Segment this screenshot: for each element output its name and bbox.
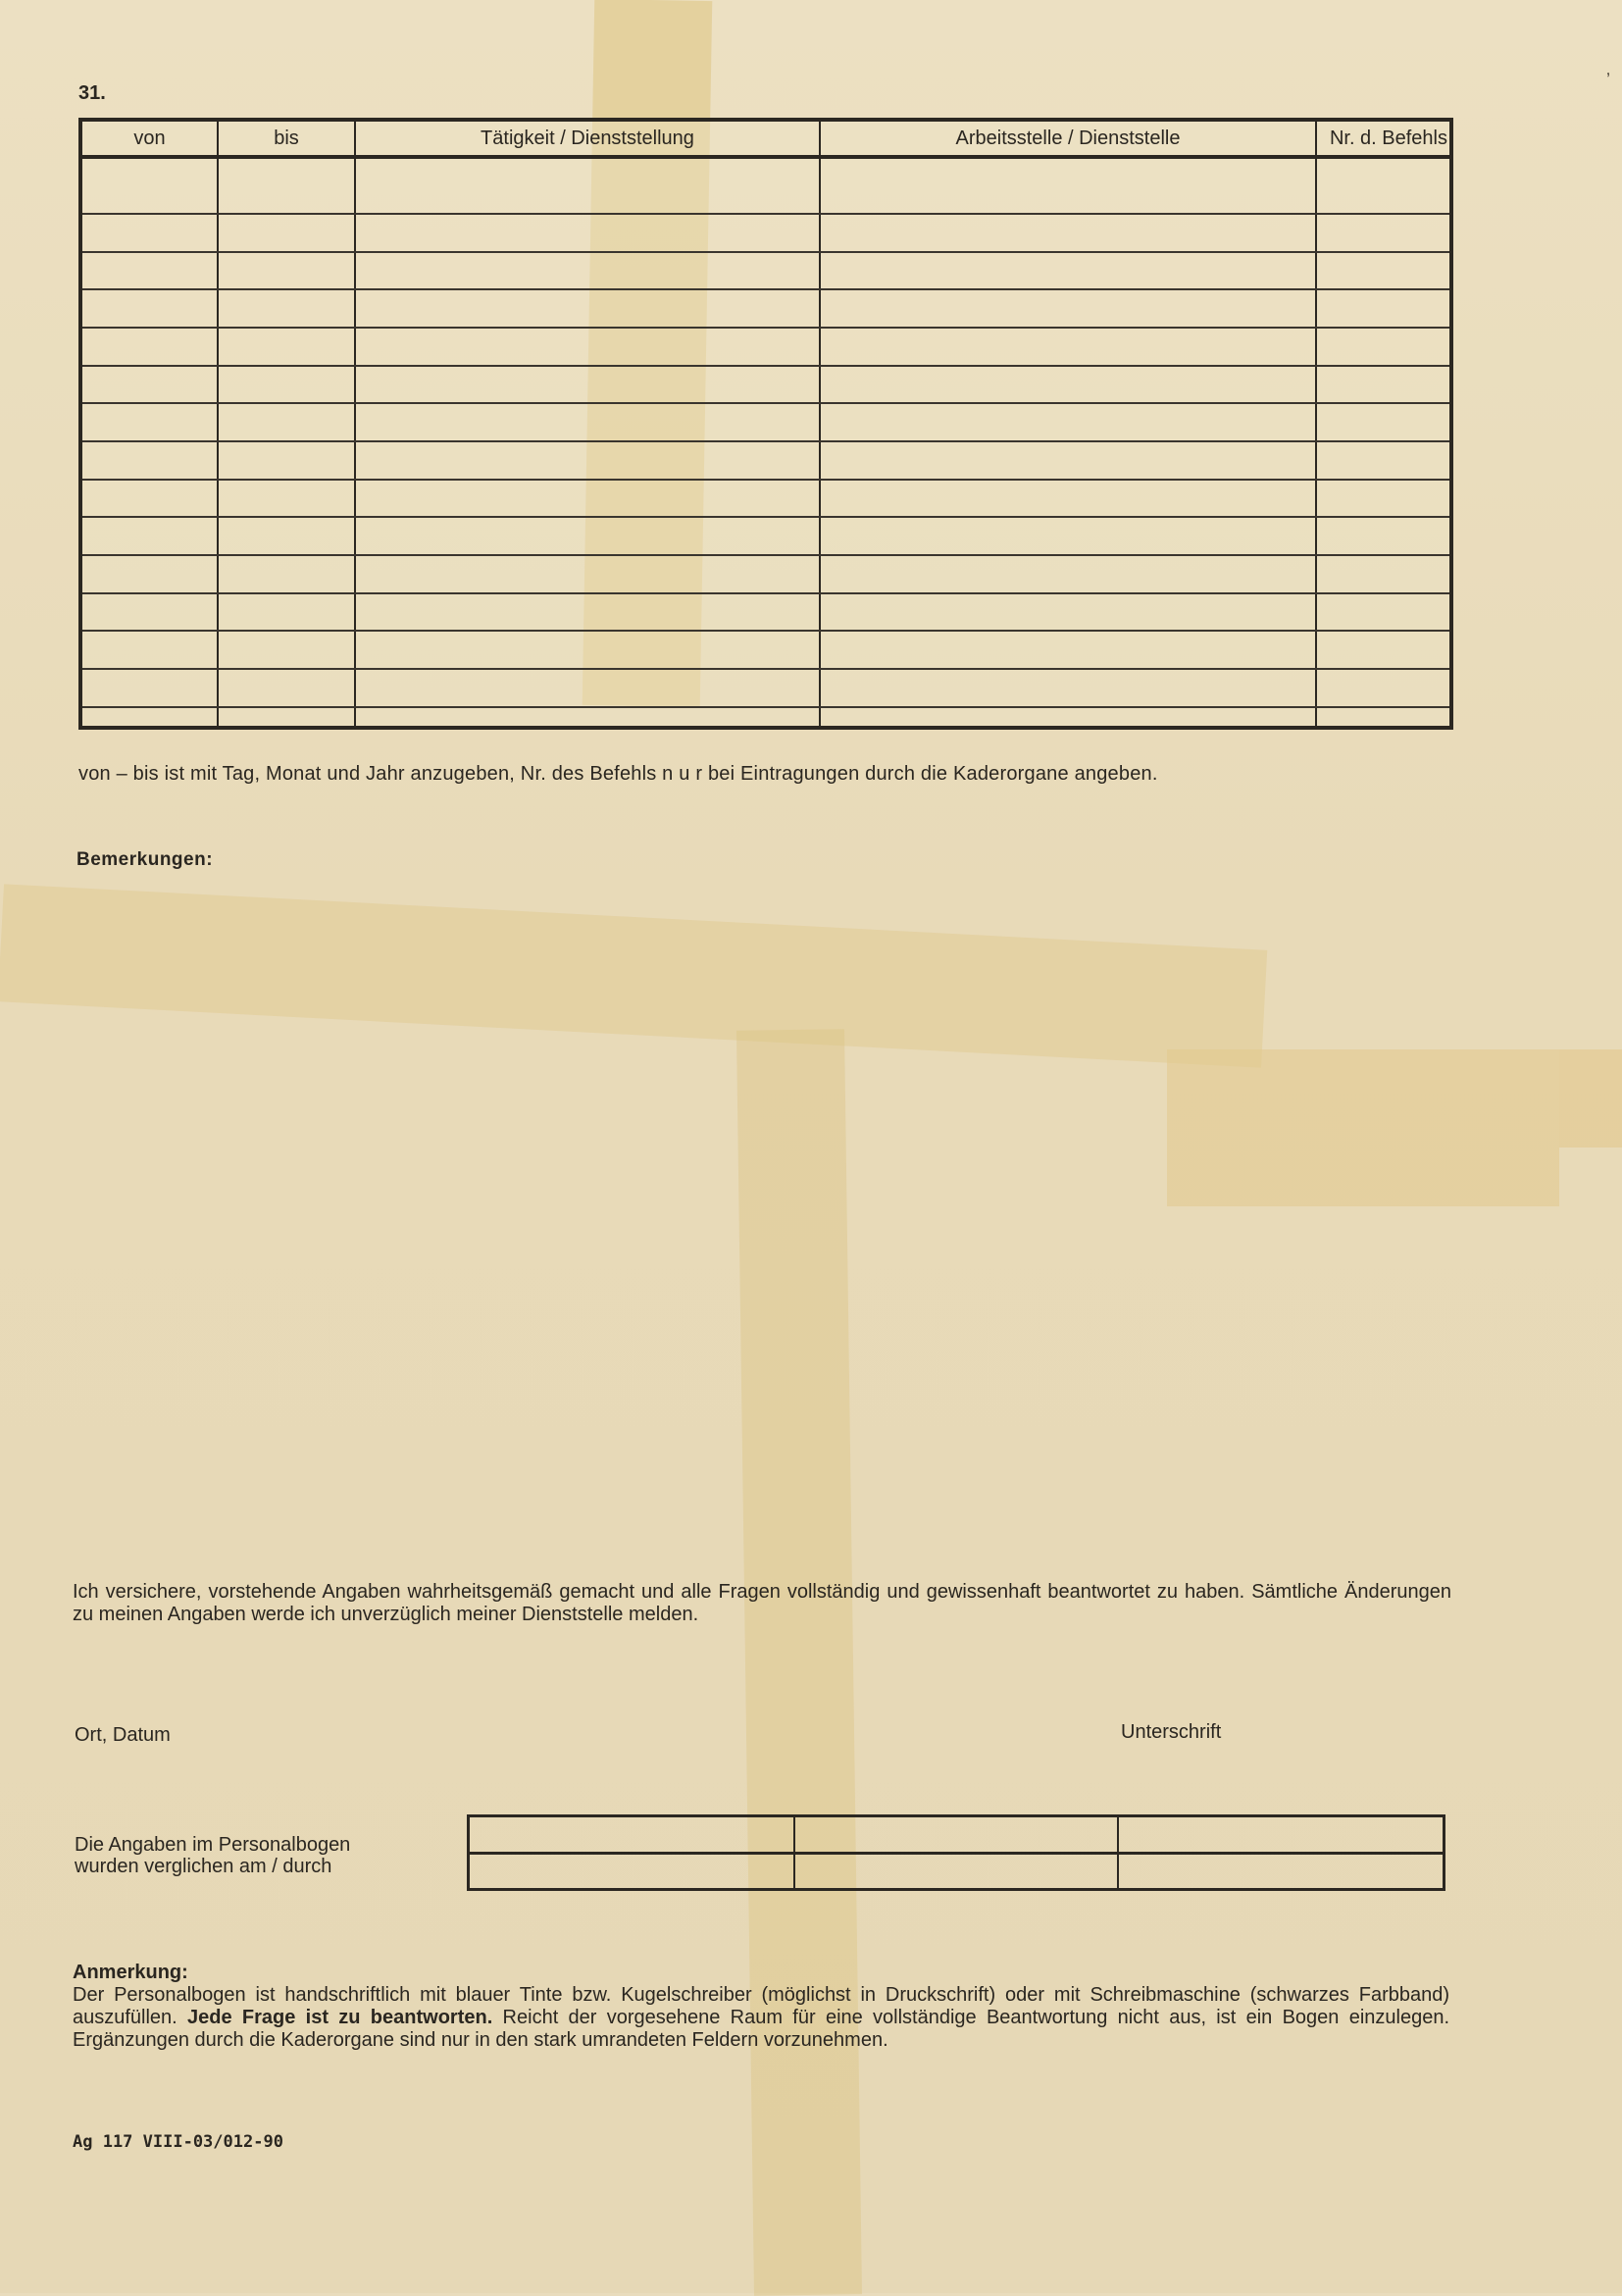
cell-order-number[interactable] xyxy=(1316,593,1449,632)
cell-activity[interactable] xyxy=(355,555,820,593)
cell-from[interactable] xyxy=(82,328,218,366)
cell-to[interactable] xyxy=(218,441,355,480)
table-row xyxy=(82,593,1449,632)
note-text-part: Reicht der vorgesehene Raum für eine vollständige Beantwortung nicht aus, ist ein Bogen einzulegen. Ergänzungen durch die Kaderorgane sind nur in den stark umrandeten Feldern vorzunehmen. xyxy=(73,2007,1449,2051)
table-row xyxy=(82,555,1449,593)
place-date-label: Ort, Datum xyxy=(75,1724,171,1746)
cell-from[interactable] xyxy=(82,707,218,726)
column-header-order-number: Nr. d. Befehls xyxy=(1316,122,1449,157)
cell-to[interactable] xyxy=(218,517,355,555)
column-header-from: von xyxy=(82,122,218,157)
table-row xyxy=(82,289,1449,328)
cell-workplace[interactable] xyxy=(820,157,1316,214)
cell-activity[interactable] xyxy=(355,328,820,366)
cell-workplace[interactable] xyxy=(820,441,1316,480)
edge-mark: ‚ xyxy=(1606,59,1610,78)
table-row xyxy=(82,328,1449,366)
employment-history-table xyxy=(78,118,1453,730)
cell-activity[interactable] xyxy=(355,631,820,669)
cell-activity[interactable] xyxy=(355,441,820,480)
cell-order-number[interactable] xyxy=(1316,517,1449,555)
cell-to[interactable] xyxy=(218,555,355,593)
verification-label xyxy=(75,1834,428,1877)
cell-workplace[interactable] xyxy=(820,480,1316,518)
verification-label-line: wurden verglichen am / durch xyxy=(75,1856,332,1877)
cell-activity[interactable] xyxy=(355,403,820,441)
cell-from[interactable] xyxy=(82,441,218,480)
verification-row xyxy=(470,1853,1443,1888)
cell-workplace[interactable] xyxy=(820,366,1316,404)
cell-activity[interactable] xyxy=(355,289,820,328)
cell-order-number[interactable] xyxy=(1316,366,1449,404)
signature-label: Unterschrift xyxy=(1121,1721,1222,1743)
cell-order-number[interactable] xyxy=(1316,669,1449,707)
cell-from[interactable] xyxy=(82,366,218,404)
tape-strip xyxy=(1559,1049,1622,1148)
verification-row xyxy=(470,1817,1443,1853)
cell-from[interactable] xyxy=(82,252,218,290)
cell-to[interactable] xyxy=(218,289,355,328)
tape-strip xyxy=(736,1029,862,2295)
cell-to[interactable] xyxy=(218,157,355,214)
cell-order-number[interactable] xyxy=(1316,480,1449,518)
table-row xyxy=(82,517,1449,555)
cell-from[interactable] xyxy=(82,555,218,593)
table-row xyxy=(82,403,1449,441)
cell-activity[interactable] xyxy=(355,517,820,555)
tape-strip xyxy=(0,884,1267,1067)
cell-workplace[interactable] xyxy=(820,214,1316,252)
cell-activity[interactable] xyxy=(355,366,820,404)
cell-activity[interactable] xyxy=(355,669,820,707)
cell-to[interactable] xyxy=(218,403,355,441)
cell-to[interactable] xyxy=(218,480,355,518)
cell-workplace[interactable] xyxy=(820,252,1316,290)
declaration-text: Ich versichere, vorstehende Angaben wahrheitsgemäß gemacht und alle Fragen vollständig und gewissenhaft beantwortet zu haben. Sämtliche Änderungen zu meinen Angaben werde ich unverzüglich meiner Dienststelle melden. xyxy=(73,1581,1451,1625)
tape-strip xyxy=(1167,1049,1559,1206)
table-row xyxy=(82,366,1449,404)
verification-cell[interactable] xyxy=(470,1853,794,1888)
cell-from[interactable] xyxy=(82,157,218,214)
verification-cell[interactable] xyxy=(470,1817,794,1853)
cell-activity[interactable] xyxy=(355,480,820,518)
cell-to[interactable] xyxy=(218,593,355,632)
verification-cell[interactable] xyxy=(794,1817,1119,1853)
cell-from[interactable] xyxy=(82,593,218,632)
table-row xyxy=(82,252,1449,290)
section-number: 31. xyxy=(78,82,106,104)
note-text-bold: Jede Frage ist zu beantworten. xyxy=(187,2007,493,2028)
cell-workplace[interactable] xyxy=(820,707,1316,726)
table-row xyxy=(82,441,1449,480)
cell-order-number[interactable] xyxy=(1316,252,1449,290)
column-header-activity: Tätigkeit / Dienststellung xyxy=(355,122,820,157)
cell-from[interactable] xyxy=(82,517,218,555)
cell-order-number[interactable] xyxy=(1316,157,1449,214)
remarks-label: Bemerkungen: xyxy=(76,849,214,870)
cell-from[interactable] xyxy=(82,669,218,707)
cell-order-number[interactable] xyxy=(1316,328,1449,366)
cell-from[interactable] xyxy=(82,289,218,328)
form-code: Ag 117 VIII-03/012-90 xyxy=(73,2132,283,2152)
cell-order-number[interactable] xyxy=(1316,707,1449,726)
table-row xyxy=(82,669,1449,707)
cell-activity[interactable] xyxy=(355,214,820,252)
cell-to[interactable] xyxy=(218,214,355,252)
cell-order-number[interactable] xyxy=(1316,631,1449,669)
cell-order-number[interactable] xyxy=(1316,555,1449,593)
cell-from[interactable] xyxy=(82,214,218,252)
cell-workplace[interactable] xyxy=(820,289,1316,328)
column-header-workplace: Arbeitsstelle / Dienststelle xyxy=(820,122,1316,157)
cell-from[interactable] xyxy=(82,631,218,669)
cell-from[interactable] xyxy=(82,480,218,518)
cell-to[interactable] xyxy=(218,328,355,366)
cell-order-number[interactable] xyxy=(1316,214,1449,252)
cell-activity[interactable] xyxy=(355,707,820,726)
table-row xyxy=(82,631,1449,669)
cell-order-number[interactable] xyxy=(1316,441,1449,480)
verification-cell[interactable] xyxy=(794,1853,1119,1888)
cell-to[interactable] xyxy=(218,366,355,404)
table-row xyxy=(82,707,1449,726)
cell-workplace[interactable] xyxy=(820,669,1316,707)
verification-table xyxy=(467,1814,1445,1891)
table-row xyxy=(82,480,1449,518)
verification-cell[interactable] xyxy=(1118,1853,1443,1888)
cell-activity[interactable] xyxy=(355,593,820,632)
cell-workplace[interactable] xyxy=(820,328,1316,366)
verification-label-line: Die Angaben im Personalbogen xyxy=(75,1834,351,1856)
table-row xyxy=(82,157,1449,214)
cell-to[interactable] xyxy=(218,252,355,290)
table-header-row xyxy=(82,122,1449,157)
table-row xyxy=(82,214,1449,252)
verification-cell[interactable] xyxy=(1118,1817,1443,1853)
column-header-to: bis xyxy=(218,122,355,157)
cell-activity[interactable] xyxy=(355,157,820,214)
table-instruction-note: von – bis ist mit Tag, Monat und Jahr anzugeben, Nr. des Befehls n u r bei Eintragungen durch die Kaderorgane angeben. xyxy=(78,763,1158,785)
cell-workplace[interactable] xyxy=(820,555,1316,593)
cell-from[interactable] xyxy=(82,403,218,441)
note-text-part: Der Personalbogen ist handschriftlich mit blauer Tinte bzw. Kugelschreiber (möglichst in Druckschrift) oder mit Schreibmaschine (schwarzes Farbband) auszufüllen. xyxy=(73,1984,1449,2028)
cell-to[interactable] xyxy=(218,631,355,669)
cell-workplace[interactable] xyxy=(820,403,1316,441)
cell-to[interactable] xyxy=(218,669,355,707)
cell-workplace[interactable] xyxy=(820,517,1316,555)
note-title: Anmerkung: xyxy=(73,1962,188,1983)
note-text xyxy=(73,1984,1449,2052)
cell-workplace[interactable] xyxy=(820,631,1316,669)
cell-order-number[interactable] xyxy=(1316,403,1449,441)
cell-workplace[interactable] xyxy=(820,593,1316,632)
cell-order-number[interactable] xyxy=(1316,289,1449,328)
cell-to[interactable] xyxy=(218,707,355,726)
cell-activity[interactable] xyxy=(355,252,820,290)
